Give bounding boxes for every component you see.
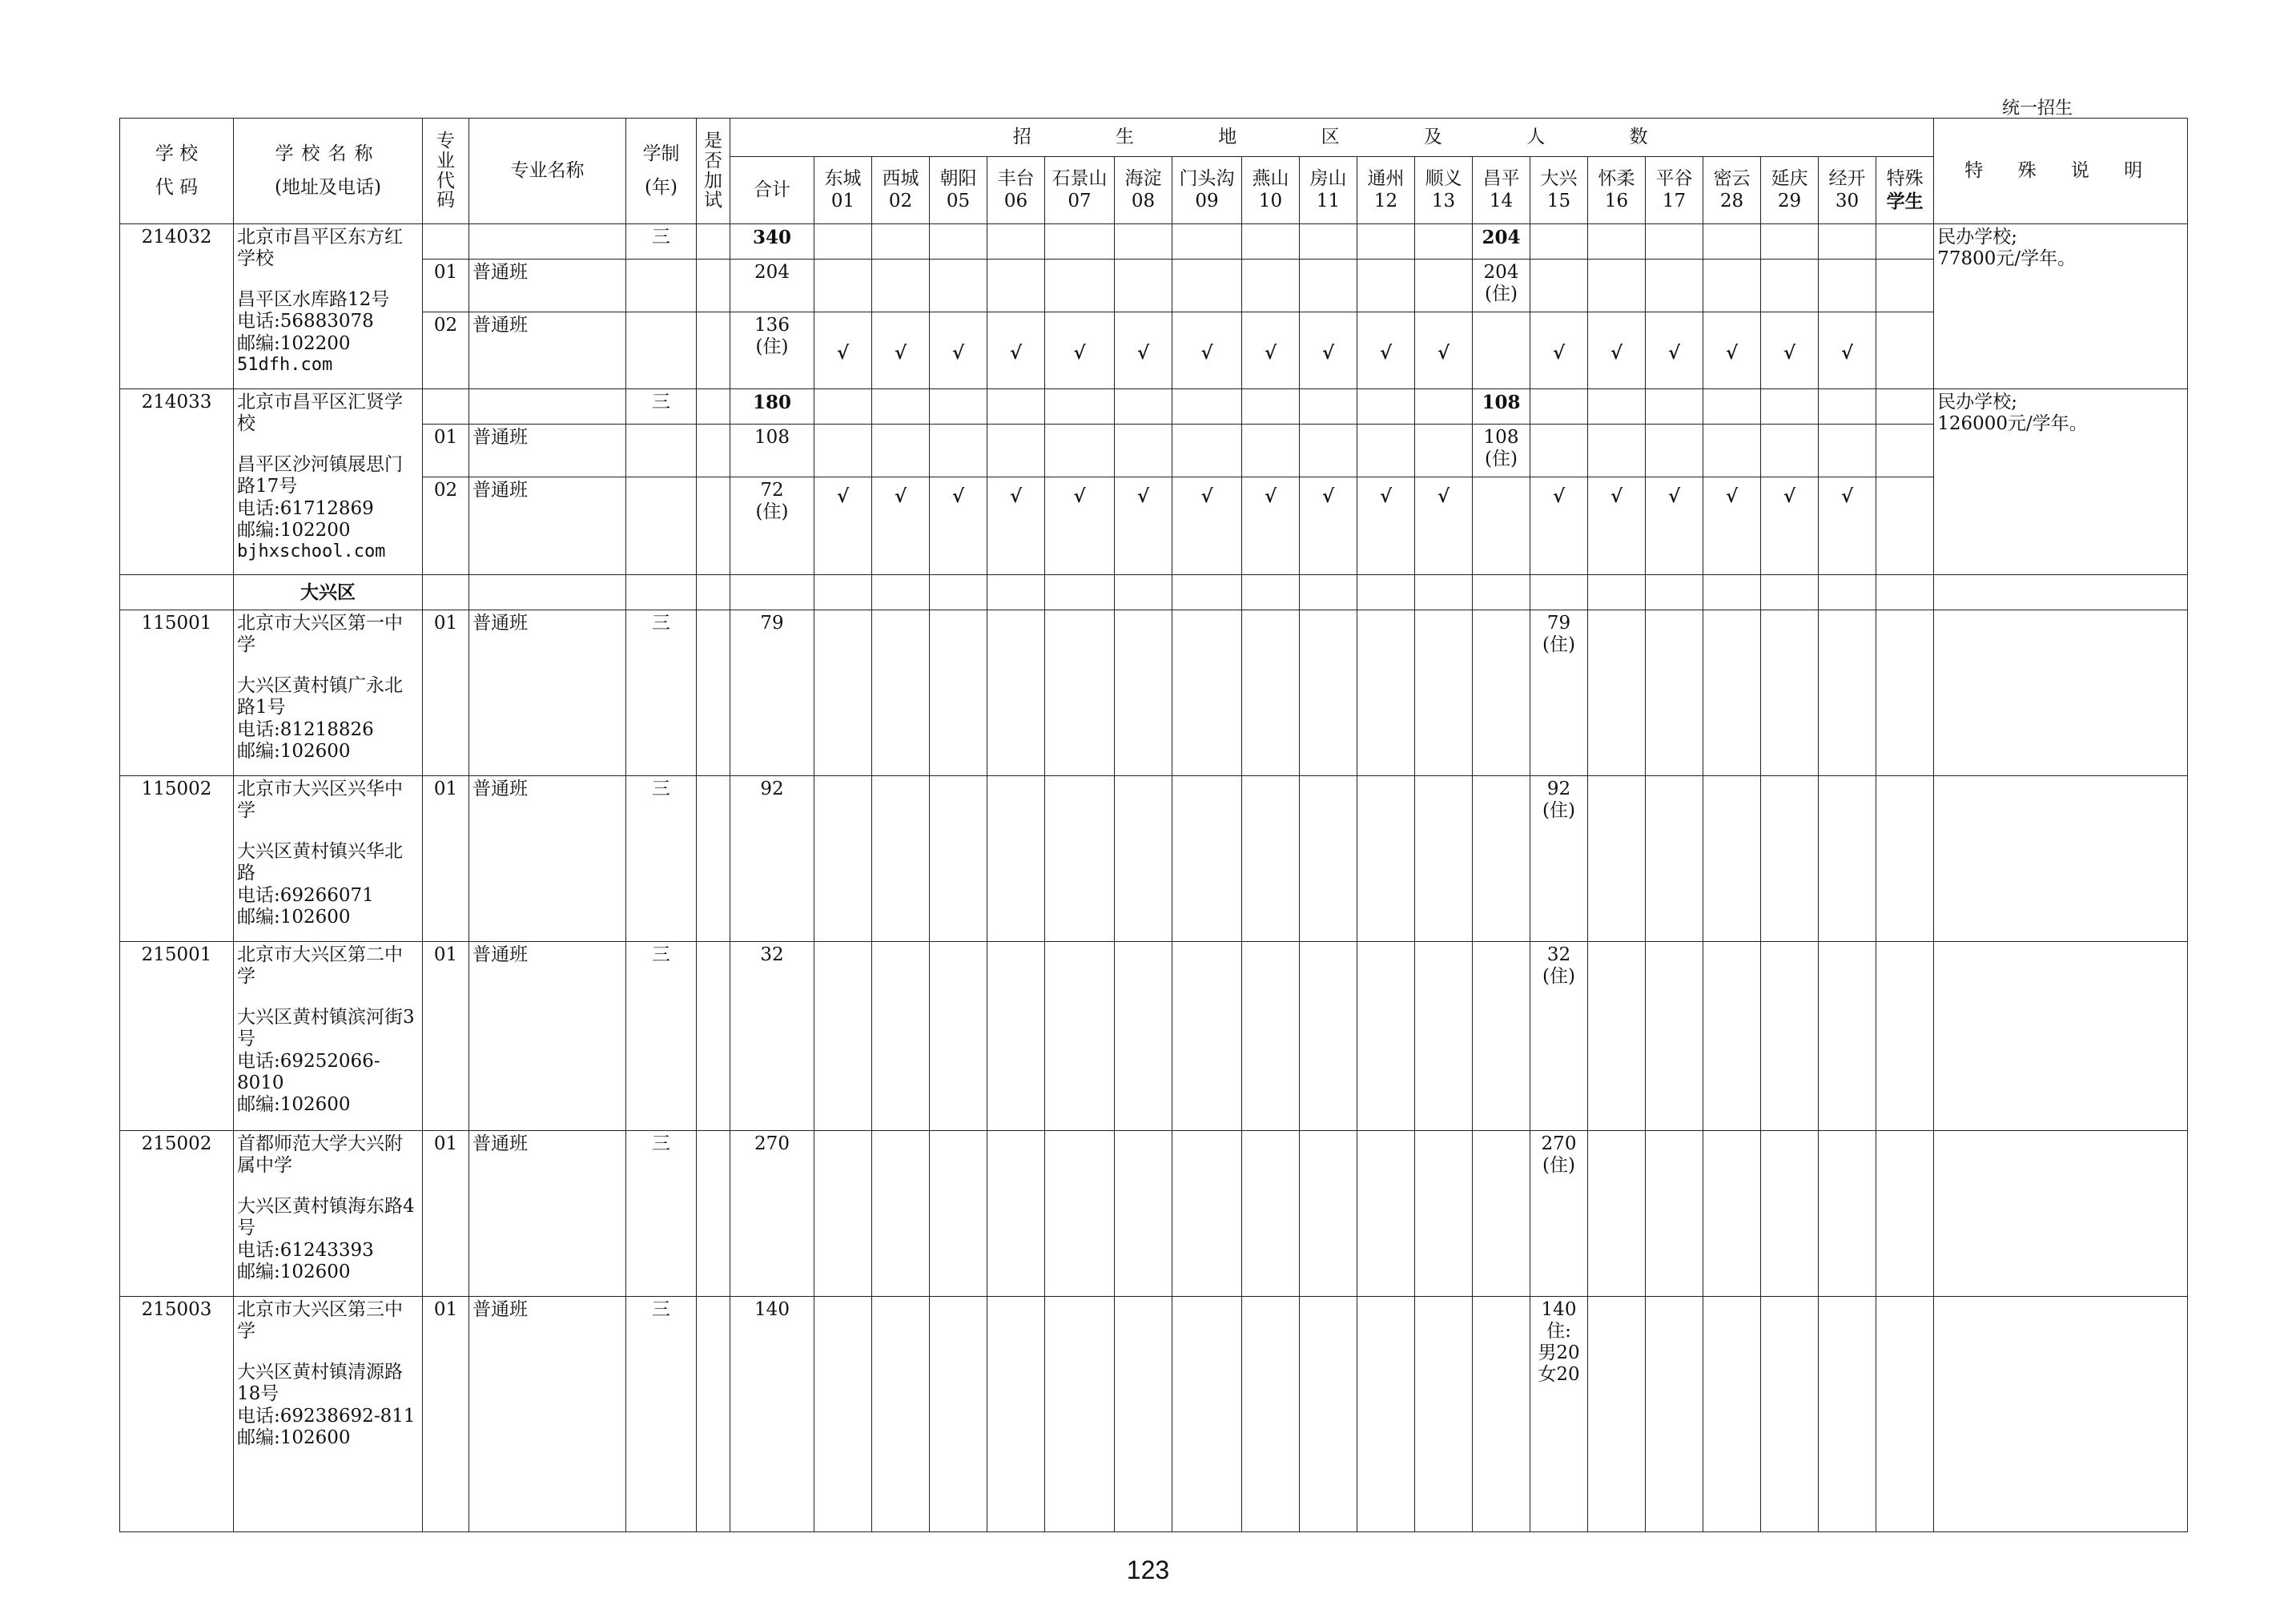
header-entrance-exam: 是 否 加 试 bbox=[697, 119, 730, 224]
check-tongzhou: √ bbox=[1357, 477, 1415, 575]
school-info: 北京市大兴区第一中学 大兴区黄村镇广永北路1号 电话:81218826 邮编:102600 bbox=[234, 610, 423, 776]
table-row bbox=[120, 942, 2188, 1131]
header-region-pinggu: 平谷 17 bbox=[1646, 157, 1703, 224]
school-years: 三 bbox=[626, 610, 697, 776]
header-region-huairou: 怀柔 16 bbox=[1588, 157, 1646, 224]
major-code: 01 bbox=[423, 1297, 469, 1532]
school-total: 340 bbox=[730, 224, 814, 260]
check-haidian: √ bbox=[1115, 312, 1172, 389]
header-major-name: 专业名称 bbox=[469, 119, 626, 224]
check-mentougou: √ bbox=[1172, 312, 1242, 389]
header-region-title: 招 生 地 区 及 人 数 bbox=[730, 119, 1934, 157]
enrollment-table bbox=[119, 118, 2188, 1532]
check-shijingshan: √ bbox=[1045, 312, 1115, 389]
check-yanshan: √ bbox=[1242, 477, 1300, 575]
check-chaoyang: √ bbox=[930, 312, 987, 389]
check-fengtai: √ bbox=[987, 312, 1045, 389]
check-yanqing: √ bbox=[1761, 477, 1819, 575]
check-xicheng: √ bbox=[872, 312, 930, 389]
school-years: 三 bbox=[626, 776, 697, 942]
check-pinggu: √ bbox=[1646, 477, 1703, 575]
school-total: 180 bbox=[730, 389, 814, 425]
check-shunyi: √ bbox=[1415, 477, 1473, 575]
special-note: 民办学校; 126000元/学年。 bbox=[1934, 389, 2188, 575]
major-name: 普通班 bbox=[469, 260, 626, 312]
page-number: 123 bbox=[1126, 1556, 1170, 1584]
check-fengtai: √ bbox=[987, 477, 1045, 575]
school-code: 215003 bbox=[120, 1297, 234, 1532]
district-row bbox=[120, 575, 2188, 610]
check-dongcheng: √ bbox=[814, 477, 872, 575]
school-info: 北京市昌平区汇贤学校 昌平区沙河镇展思门路17号 电话:61712869 邮编:102200 bjhxschool.com bbox=[234, 389, 423, 575]
major-total: 136 (住) bbox=[730, 312, 814, 389]
major-total: 108 bbox=[730, 425, 814, 477]
check-huairou: √ bbox=[1588, 312, 1646, 389]
major-name: 普通班 bbox=[469, 425, 626, 477]
header-region-haidian: 海淀 08 bbox=[1115, 157, 1172, 224]
changping-total: 108 bbox=[1473, 389, 1530, 425]
check-jingkai: √ bbox=[1819, 312, 1876, 389]
changping-total: 204 bbox=[1473, 224, 1530, 260]
major-total: 72 (住) bbox=[730, 477, 814, 575]
check-fangshan: √ bbox=[1300, 477, 1357, 575]
header-region-fengtai: 丰台 06 bbox=[987, 157, 1045, 224]
changping-quota: 204 (住) bbox=[1473, 260, 1530, 312]
school-info: 北京市昌平区东方红学校 昌平区水库路12号 电话:56883078 邮编:102200 51dfh.com bbox=[234, 224, 423, 389]
check-shunyi: √ bbox=[1415, 312, 1473, 389]
district-heading: 大兴区 bbox=[234, 575, 423, 610]
header-region-mentougou: 门头沟 09 bbox=[1172, 157, 1242, 224]
header-region-daxing: 大兴 15 bbox=[1530, 157, 1588, 224]
check-haidian: √ bbox=[1115, 477, 1172, 575]
major-code: 01 bbox=[423, 425, 469, 477]
check-tongzhou: √ bbox=[1357, 312, 1415, 389]
major-code: 01 bbox=[423, 942, 469, 1131]
table-row bbox=[120, 389, 2188, 425]
table-row bbox=[120, 425, 2188, 477]
daxing-quota: 140 住: 男20 女20 bbox=[1530, 1297, 1588, 1532]
header-region-changping: 昌平 14 bbox=[1473, 157, 1530, 224]
major-name: 普通班 bbox=[469, 776, 626, 942]
check-yanqing: √ bbox=[1761, 312, 1819, 389]
check-mentougou: √ bbox=[1172, 477, 1242, 575]
check-yanshan: √ bbox=[1242, 312, 1300, 389]
header-region-yanshan: 燕山 10 bbox=[1242, 157, 1300, 224]
header-years: 学制 (年) bbox=[626, 119, 697, 224]
header-special-note: 特 殊 说 明 bbox=[1934, 119, 2188, 224]
school-code: 214032 bbox=[120, 224, 234, 389]
school-years: 三 bbox=[626, 1297, 697, 1532]
daxing-quota: 32 (住) bbox=[1530, 942, 1588, 1131]
school-info: 北京市大兴区第三中学 大兴区黄村镇清源路18号 电话:69238692-811 邮编:102600 bbox=[234, 1297, 423, 1532]
major-name: 普通班 bbox=[469, 312, 626, 389]
header-school-name: 学校名称 (地址及电话) bbox=[234, 119, 423, 224]
school-code: 115001 bbox=[120, 610, 234, 776]
check-pinggu: √ bbox=[1646, 312, 1703, 389]
school-code: 214033 bbox=[120, 389, 234, 575]
table-row bbox=[120, 312, 2188, 389]
daxing-quota: 92 (住) bbox=[1530, 776, 1588, 942]
school-info: 北京市大兴区兴华中学 大兴区黄村镇兴华北路 电话:69266071 邮编:102600 bbox=[234, 776, 423, 942]
document-category-label: 统一招生 bbox=[2002, 99, 2073, 119]
header-region-chaoyang: 朝阳 05 bbox=[930, 157, 987, 224]
header-region-yanqing: 延庆 29 bbox=[1761, 157, 1819, 224]
header-region-special: 特殊 学生 bbox=[1876, 157, 1934, 224]
table-row bbox=[120, 260, 2188, 312]
check-miyun: √ bbox=[1703, 312, 1761, 389]
header-region-miyun: 密云 28 bbox=[1703, 157, 1761, 224]
school-code: 115002 bbox=[120, 776, 234, 942]
daxing-quota: 79 (住) bbox=[1530, 610, 1588, 776]
check-daxing: √ bbox=[1530, 477, 1588, 575]
header-region-shijingshan: 石景山 07 bbox=[1045, 157, 1115, 224]
school-code: 215002 bbox=[120, 1131, 234, 1297]
check-jingkai: √ bbox=[1819, 477, 1876, 575]
school-code: 215001 bbox=[120, 942, 234, 1131]
major-name: 普通班 bbox=[469, 1297, 626, 1532]
school-total: 79 bbox=[730, 610, 814, 776]
school-total: 92 bbox=[730, 776, 814, 942]
table-row bbox=[120, 224, 2188, 260]
check-fangshan: √ bbox=[1300, 312, 1357, 389]
header-region-fangshan: 房山 11 bbox=[1300, 157, 1357, 224]
header-region-dongcheng: 东城 01 bbox=[814, 157, 872, 224]
table-row bbox=[120, 776, 2188, 942]
school-info: 首都师范大学大兴附属中学 大兴区黄村镇海东路4号 电话:61243393 邮编:102600 bbox=[234, 1131, 423, 1297]
major-code: 01 bbox=[423, 1131, 469, 1297]
header-major-code: 专 业 代 码 bbox=[423, 119, 469, 224]
table-row bbox=[120, 477, 2188, 575]
header-row-1 bbox=[120, 119, 2188, 157]
major-name: 普通班 bbox=[469, 610, 626, 776]
header-region-tongzhou: 通州 12 bbox=[1357, 157, 1415, 224]
check-dongcheng: √ bbox=[814, 312, 872, 389]
school-info: 北京市大兴区第二中学 大兴区黄村镇滨河街3号 电话:69252066-8010 邮编:102600 bbox=[234, 942, 423, 1131]
major-name: 普通班 bbox=[469, 477, 626, 575]
major-code: 01 bbox=[423, 260, 469, 312]
check-miyun: √ bbox=[1703, 477, 1761, 575]
changping-quota: 108 (住) bbox=[1473, 425, 1530, 477]
table-row bbox=[120, 1297, 2188, 1532]
school-years: 三 bbox=[626, 1131, 697, 1297]
major-code: 01 bbox=[423, 610, 469, 776]
major-code: 01 bbox=[423, 776, 469, 942]
major-total: 204 bbox=[730, 260, 814, 312]
major-code: 02 bbox=[423, 477, 469, 575]
school-years: 三 bbox=[626, 224, 697, 260]
header-region-xicheng: 西城 02 bbox=[872, 157, 930, 224]
check-daxing: √ bbox=[1530, 312, 1588, 389]
header-total: 合计 bbox=[730, 157, 814, 224]
header-region-jingkai: 经开 30 bbox=[1819, 157, 1876, 224]
header-school-code: 学 校 代 码 bbox=[120, 119, 234, 224]
check-xicheng: √ bbox=[872, 477, 930, 575]
school-total: 140 bbox=[730, 1297, 814, 1532]
special-note: 民办学校; 77800元/学年。 bbox=[1934, 224, 2188, 389]
school-total: 32 bbox=[730, 942, 814, 1131]
daxing-quota: 270 (住) bbox=[1530, 1131, 1588, 1297]
major-code: 02 bbox=[423, 312, 469, 389]
table-row bbox=[120, 610, 2188, 776]
major-name: 普通班 bbox=[469, 942, 626, 1131]
table-row bbox=[120, 1131, 2188, 1297]
check-huairou: √ bbox=[1588, 477, 1646, 575]
check-shijingshan: √ bbox=[1045, 477, 1115, 575]
school-years: 三 bbox=[626, 942, 697, 1131]
header-region-shunyi: 顺义 13 bbox=[1415, 157, 1473, 224]
major-name: 普通班 bbox=[469, 1131, 626, 1297]
check-chaoyang: √ bbox=[930, 477, 987, 575]
school-total: 270 bbox=[730, 1131, 814, 1297]
school-years: 三 bbox=[626, 389, 697, 425]
